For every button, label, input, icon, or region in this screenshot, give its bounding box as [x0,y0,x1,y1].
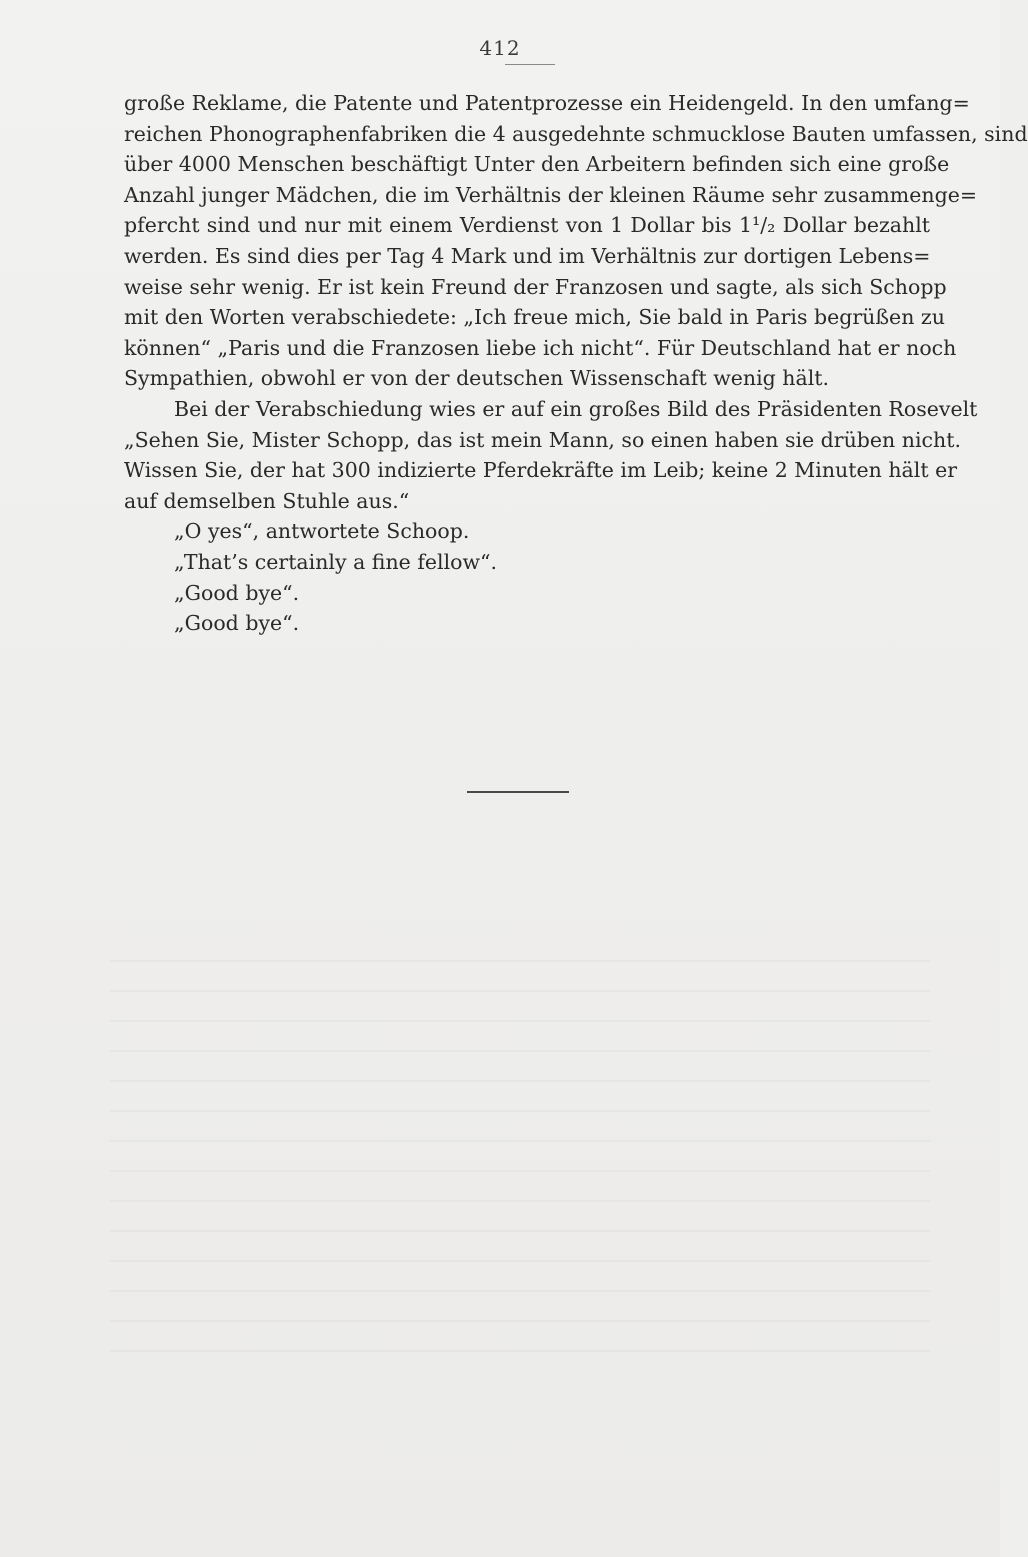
dialogue-line: „O yes“, antwortete Schoop. [174,519,470,544]
dialogue-block [124,516,930,638]
text-line: weise sehr wenig. Er ist kein Freund der Franzosen und sagte, als sich Schopp [124,274,947,299]
text-line: große Reklame, die Patente und Patentprozesse ein Heidengeld. In den umfang= [124,91,970,115]
text-line: pfercht sind und nur mit einem Verdienst von 1 Dollar bis 1¹/₂ Dollar bezahlt [124,213,930,238]
text-line: Sympathien, obwohl er von der deutschen Wissenschaft wenig hält. [124,366,830,391]
text-line: können“ „Paris und die Franzosen liebe ich nicht“. Für Deutschland hat er noch [124,335,957,360]
text-line: mit den Worten verabschiedete: „Ich freue mich, Sie bald in Paris begrüßen zu [124,305,945,330]
paragraph-2 [124,394,978,516]
paragraph-1 [124,88,1028,394]
text-line: Bei der Verabschiedung wies er auf ein großes Bild des Präsidenten Rosevelt [174,396,978,421]
text-line: „Sehen Sie, Mister Schopp, das ist mein Mann, so einen haben sie drüben nicht. [124,427,961,452]
text-line: werden. Es sind dies per Tag 4 Mark und im Verhältnis zur dortigen Lebens= [124,243,931,268]
page-number-rule [505,64,555,65]
text-line: auf demselben Stuhle aus.“ [124,488,410,513]
dialogue-line: „That’s certainly a fine fellow“. [174,549,498,574]
show-through-texture [110,940,930,1360]
text-line: über 4000 Menschen beschäftigt Unter den Arbeitern befinden sich eine große [124,152,950,177]
text-line: Anzahl junger Mädchen, die im Verhältnis der kleinen Räume sehr zusammenge= [124,182,978,207]
page-number: 412 [479,36,521,60]
body-text [124,88,1028,639]
chapter-end-rule [467,791,569,793]
dialogue-line: „Good bye“. [174,580,300,605]
text-line: Wissen Sie, der hat 300 indizierte Pferdekräfte im Leib; keine 2 Minuten hält er [124,458,958,483]
text-line: reichen Phonographenfabriken die 4 ausgedehnte schmucklose Bauten umfassen, sind [124,121,1028,146]
dialogue-line: „Good bye“. [174,611,300,636]
